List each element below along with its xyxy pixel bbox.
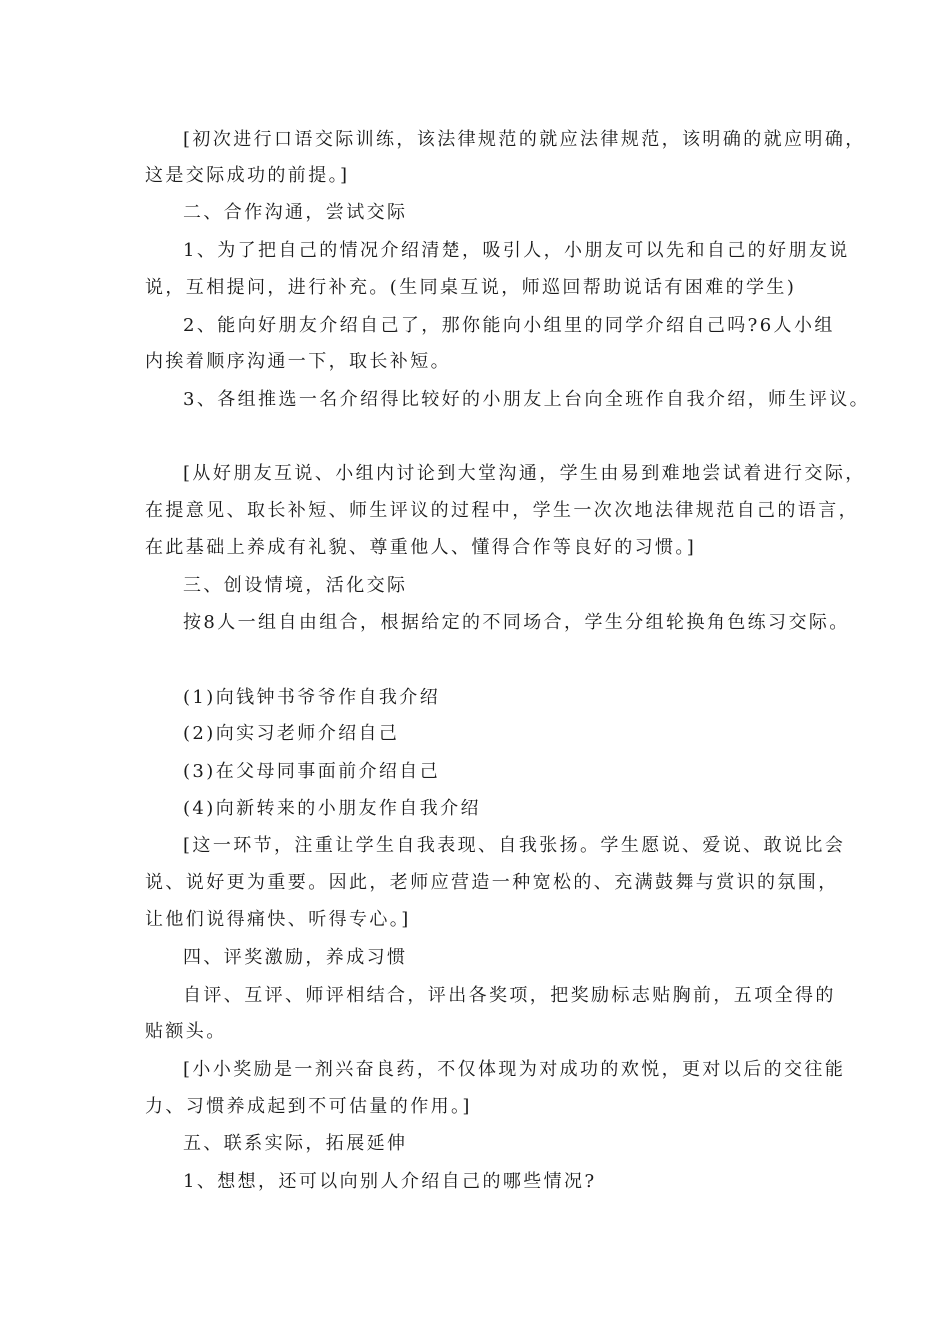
paragraph-line: 内挨着顺序沟通一下，取长补短。: [145, 351, 451, 372]
paragraph-line: 2、能向好朋友介绍自己了，那你能向小组里的同学介绍自己吗?6人小组: [183, 315, 835, 336]
paragraph-line: 在提意见、取长补短、师生评议的过程中，学生一次次地法律规范自己的语言，: [145, 500, 859, 521]
paragraph-line: 力、习惯养成起到不可估量的作用。]: [145, 1096, 472, 1117]
paragraph-line: 1、为了把自己的情况介绍清楚，吸引人，小朋友可以先和自己的好朋友说: [183, 240, 850, 261]
list-item: (1)向钱钟书爷爷作自我介绍: [183, 687, 441, 708]
paragraph-line: 3、各组推选一名介绍得比较好的小朋友上台向全班作自我介绍，师生评议。: [183, 389, 871, 410]
paragraph-line: [从好朋友互说、小组内讨论到大堂沟通，学生由易到难地尝试着进行交际，: [183, 463, 866, 484]
section-heading: 四、评奖激励，养成习惯: [183, 947, 408, 968]
paragraph-line: 说，互相提问，进行补充。(生同桌互说，师巡回帮助说话有困难的学生): [145, 277, 797, 298]
paragraph-line: 贴额头。: [145, 1021, 227, 1042]
paragraph-line: 自评、互评、师评相结合，评出各奖项，把奖励标志贴胸前，五项全得的: [183, 985, 836, 1006]
paragraph-line: 这是交际成功的前提。]: [145, 165, 350, 186]
section-heading: 五、联系实际，拓展延伸: [183, 1133, 408, 1154]
paragraph-line: [初次进行口语交际训练，该法律规范的就应法律规范，该明确的就应明确，: [183, 129, 866, 150]
paragraph-line: 在此基础上养成有礼貌、尊重他人、懂得合作等良好的习惯。]: [145, 537, 697, 558]
section-heading: 二、合作沟通，尝试交际: [183, 202, 408, 223]
list-item: (3)在父母同事面前介绍自己: [183, 761, 441, 782]
section-heading: 三、创设情境，活化交际: [183, 575, 408, 596]
list-item: (4)向新转来的小朋友作自我介绍: [183, 798, 481, 819]
paragraph-line: 让他们说得痛快、听得专心。]: [145, 909, 411, 930]
paragraph-line: 说、说好更为重要。因此，老师应营造一种宽松的、充满鼓舞与赏识的氛围，: [145, 872, 839, 893]
paragraph-line: 按8人一组自由组合，根据给定的不同场合，学生分组轮换角色练习交际。: [183, 612, 850, 633]
list-item: (2)向实习老师介绍自己: [183, 723, 400, 744]
paragraph-line: 1、想想，还可以向别人介绍自己的哪些情况?: [183, 1171, 597, 1192]
paragraph-line: [这一环节，注重让学生自我表现、自我张扬。学生愿说、爱说、敢说比会: [183, 835, 846, 856]
paragraph-line: [小小奖励是一剂兴奋良药，不仅体现为对成功的欢悦，更对以后的交往能: [183, 1059, 846, 1080]
